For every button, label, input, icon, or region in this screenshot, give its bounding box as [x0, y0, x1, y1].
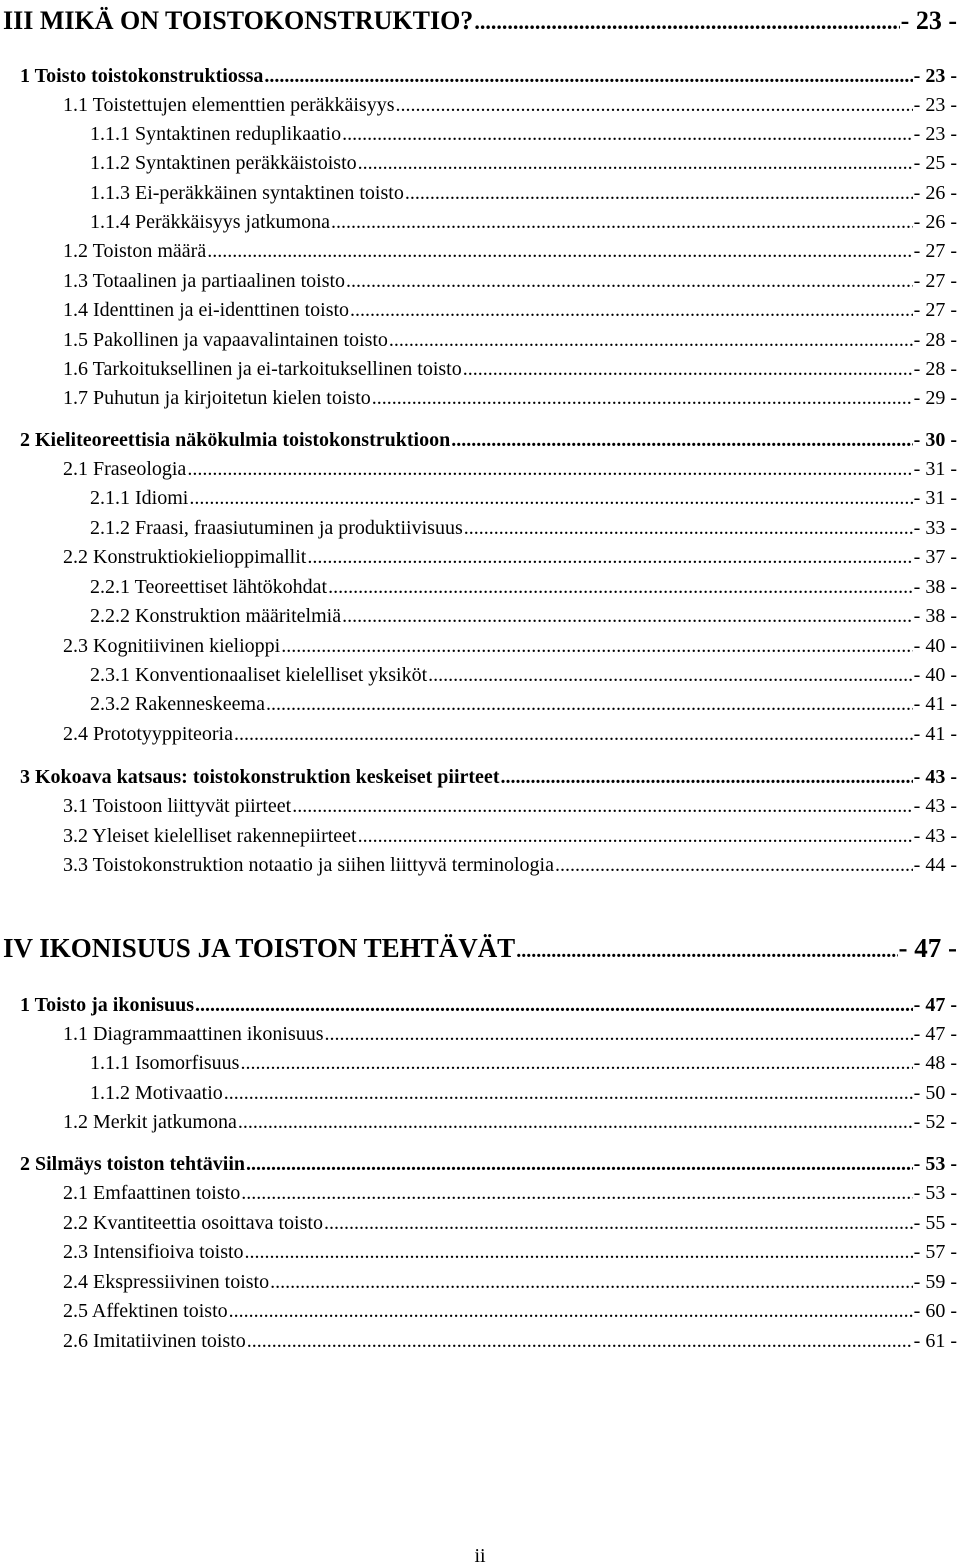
toc-leader-dots [234, 722, 913, 746]
toc-entry-title: IV IKONISUUS JA TOISTON TEHTÄVÄT [3, 933, 516, 963]
toc-entry[interactable] [63, 824, 957, 848]
toc-leader-dots [516, 936, 897, 966]
toc-entry[interactable] [20, 765, 957, 789]
toc-entry[interactable] [90, 486, 957, 510]
toc-leader-dots [245, 1240, 913, 1264]
toc-leader-dots [395, 93, 912, 117]
toc-entry-title: 2.3.1 Konventionaaliset kielelliset yksiköt [90, 664, 428, 686]
page-number: ii [474, 1545, 486, 1567]
toc-leader-dots [247, 1329, 913, 1353]
toc-entry[interactable] [63, 386, 957, 410]
toc-entry[interactable] [90, 575, 957, 599]
toc-entry[interactable] [63, 93, 957, 117]
toc-entry-page: - 55 - [913, 1212, 957, 1234]
toc-entry-page: - 40 - [913, 635, 957, 657]
toc-entry-page: - 23 - [900, 6, 957, 35]
toc-entry-page: - 37 - [913, 546, 957, 568]
toc-entry-title: 1.1.3 Ei-peräkkäinen syntaktinen toisto [90, 182, 404, 204]
toc-entry-title: 3.3 Toistokonstruktion notaatio ja siihen liittyvä terminologia [63, 854, 554, 876]
toc-entry[interactable] [63, 722, 957, 746]
toc-leader-dots [224, 1081, 913, 1105]
toc-entry-title: 3 Kokoava katsaus: toistokonstruktion keskeiset piirteet [20, 766, 500, 788]
toc-entry[interactable] [20, 64, 957, 88]
toc-entry[interactable] [63, 1110, 957, 1134]
toc-entry-title: 2 Kieliteoreettisia näkökulmia toistokonstruktioon [20, 429, 451, 451]
toc-entry-page: - 23 - [913, 123, 957, 145]
toc-entry[interactable] [3, 6, 957, 37]
toc-leader-dots [307, 545, 912, 569]
toc-leader-dots [281, 634, 912, 658]
toc-entry[interactable] [63, 239, 957, 263]
toc-leader-dots [342, 122, 913, 146]
toc-entry[interactable] [90, 604, 957, 628]
toc-entry[interactable] [63, 1240, 957, 1264]
toc-entry-page: - 60 - [913, 1300, 957, 1322]
toc-leader-dots [189, 486, 912, 510]
toc-entry[interactable] [63, 1022, 957, 1046]
toc-entry[interactable] [90, 122, 957, 146]
toc-leader-dots [358, 151, 913, 175]
toc-entry[interactable] [63, 269, 957, 293]
toc-entry-title: 2 Silmäys toiston tehtäviin [20, 1153, 246, 1175]
toc-entry-title: 2.1 Emfaattinen toisto [63, 1182, 241, 1204]
toc-entry-page: - 57 - [913, 1241, 957, 1263]
toc-entry[interactable] [63, 545, 957, 569]
toc-entry-page: - 27 - [913, 270, 957, 292]
toc-entry-page: - 48 - [913, 1052, 957, 1074]
toc-leader-dots [346, 269, 913, 293]
toc-leader-dots [342, 604, 913, 628]
toc-entry-page: - 44 - [913, 854, 957, 876]
toc-entry-title: 2.3 Intensifioiva toisto [63, 1241, 244, 1263]
toc-leader-dots [474, 7, 899, 37]
toc-entry-title: 1 Toisto ja ikonisuus [20, 994, 194, 1016]
toc-entry[interactable] [90, 663, 957, 687]
toc-entry-page: - 33 - [913, 517, 957, 539]
toc-entry-page: - 53 - [913, 1153, 957, 1175]
toc-entry-title: 2.2.2 Konstruktion määritelmiä [90, 605, 342, 627]
toc-leader-dots [358, 824, 913, 848]
toc-entry-title: 2.4 Ekspressiivinen toisto [63, 1271, 270, 1293]
toc-entry-title: 1.4 Identtinen ja ei-identtinen toisto [63, 299, 350, 321]
toc-leader-dots [328, 575, 913, 599]
toc-entry-title: 1.1.4 Peräkkäisyys jatkumona [90, 211, 330, 233]
toc-leader-dots [195, 993, 913, 1017]
toc-entry-title: 2.5 Affektinen toisto [63, 1300, 228, 1322]
toc-entry[interactable] [63, 794, 957, 818]
toc-entry-title: III MIKÄ ON TOISTOKONSTRUKTIO? [3, 6, 474, 35]
toc-entry[interactable] [63, 1270, 957, 1294]
toc-entry-page: - 38 - [913, 576, 957, 598]
toc-entry-title: 1.3 Totaalinen ja partiaalinen toisto [63, 270, 346, 292]
toc-entry[interactable] [63, 1181, 957, 1205]
toc-leader-dots [270, 1270, 913, 1294]
toc-leader-dots [292, 794, 912, 818]
toc-entry[interactable] [3, 933, 957, 966]
toc-entry-title: 1 Toisto toistokonstruktiossa [20, 65, 264, 87]
toc-entry-page: - 27 - [913, 299, 957, 321]
toc-entry[interactable] [63, 298, 957, 322]
toc-entry-page: - 28 - [913, 329, 957, 351]
toc-entry-title: 1.1 Toistettujen elementtien peräkkäisyys [63, 94, 395, 116]
toc-leader-dots [324, 1211, 913, 1235]
toc-entry-page: - 23 - [913, 94, 957, 116]
toc-entry[interactable] [90, 516, 957, 540]
toc-entry-page: - 47 - [913, 994, 957, 1016]
toc-entry-title: 1.1 Diagrammaattinen ikonisuus [63, 1023, 324, 1045]
toc-entry[interactable] [90, 692, 957, 716]
toc-entry[interactable] [90, 151, 957, 175]
toc-entry-title: 1.2 Toiston määrä [63, 240, 207, 262]
toc-entry-title: 1.7 Puhutun ja kirjoitetun kielen toisto [63, 387, 371, 409]
toc-entry-page: - 43 - [913, 795, 957, 817]
toc-entry-page: - 40 - [913, 664, 957, 686]
toc-leader-dots [240, 1051, 912, 1075]
toc-leader-dots [187, 457, 912, 481]
toc-entry-page: - 25 - [913, 152, 957, 174]
toc-entry-title: 1.1.2 Motivaatio [90, 1082, 223, 1104]
toc-entry[interactable] [63, 1299, 957, 1323]
toc-entry-page: - 30 - [913, 429, 957, 451]
toc-leader-dots [331, 210, 913, 234]
toc-entry[interactable] [90, 210, 957, 234]
toc-entry[interactable] [63, 357, 957, 381]
toc-entry[interactable] [90, 181, 957, 205]
toc-entry-page: - 26 - [913, 182, 957, 204]
toc-leader-dots [207, 239, 912, 263]
toc-entry[interactable] [63, 853, 957, 877]
toc-entry-title: 2.3 Kognitiivinen kielioppi [63, 635, 281, 657]
toc-entry-page: - 61 - [913, 1330, 957, 1352]
toc-entry[interactable] [63, 457, 957, 481]
toc-entry-title: 2.6 Imitatiivinen toisto [63, 1330, 246, 1352]
toc-entry-title: 3.1 Toistoon liittyvät piirteet [63, 795, 292, 817]
toc-leader-dots [464, 516, 913, 540]
toc-entry-page: - 53 - [913, 1182, 957, 1204]
toc-entry-page: - 31 - [913, 458, 957, 480]
toc-leader-dots [405, 181, 913, 205]
toc-entry[interactable] [63, 1211, 957, 1235]
toc-entry-page: - 28 - [913, 358, 957, 380]
toc-leader-dots [350, 298, 913, 322]
toc-entry-title: 1.2 Merkit jatkumona [63, 1111, 237, 1133]
toc-leader-dots [229, 1299, 913, 1323]
toc-leader-dots [500, 765, 912, 789]
toc-entry-title: 2.1.2 Fraasi, fraasiutuminen ja produktiivisuus [90, 517, 463, 539]
toc-entry-title: 2.2 Kvantiteettia osoittava toisto [63, 1212, 323, 1234]
toc-entry[interactable] [20, 428, 957, 452]
toc-leader-dots [451, 428, 912, 452]
toc-entry-title: 1.5 Pakollinen ja vapaavalintainen toisto [63, 329, 388, 351]
toc-leader-dots [238, 1110, 913, 1134]
toc-entry-page: - 41 - [913, 723, 957, 745]
toc-entry-page: - 43 - [913, 825, 957, 847]
toc-entry-page: - 50 - [913, 1082, 957, 1104]
toc-entry-page: - 41 - [913, 693, 957, 715]
toc-entry-title: 3.2 Yleiset kielelliset rakennepiirteet [63, 825, 357, 847]
toc-entry-page: - 27 - [913, 240, 957, 262]
toc-entry-title: 1.1.1 Isomorfisuus [90, 1052, 240, 1074]
toc-entry-page: - 29 - [913, 387, 957, 409]
toc-entry-page: - 26 - [913, 211, 957, 233]
toc-entry[interactable] [63, 328, 957, 352]
toc-entry-title: 1.6 Tarkoituksellinen ja ei-tarkoituksellinen toisto [63, 358, 462, 380]
toc-leader-dots [463, 357, 913, 381]
toc-leader-dots [555, 853, 913, 877]
toc-entry-page: - 52 - [913, 1111, 957, 1133]
toc-entry-title: 2.3.2 Rakenneskeema [90, 693, 265, 715]
toc-entry[interactable] [90, 1081, 957, 1105]
toc-entry-title: 2.4 Prototyyppiteoria [63, 723, 233, 745]
toc-entry-title: 2.1.1 Idiomi [90, 487, 189, 509]
toc-leader-dots [264, 64, 912, 88]
toc-entry-title: 2.2.1 Teoreettiset lähtökohdat [90, 576, 328, 598]
toc-entry-title: 2.2 Konstruktiokielioppimallit [63, 546, 307, 568]
toc-entry-title: 1.1.2 Syntaktinen peräkkäistoisto [90, 152, 357, 174]
toc-leader-dots [325, 1022, 913, 1046]
toc-entry-title: 2.1 Fraseologia [63, 458, 187, 480]
toc-leader-dots [428, 663, 913, 687]
toc-entry[interactable] [90, 1051, 957, 1075]
toc-leader-dots [241, 1181, 912, 1205]
toc-entry-page: - 47 - [898, 933, 957, 963]
toc-entry[interactable] [63, 1329, 957, 1353]
toc-entry-page: - 43 - [913, 766, 957, 788]
toc-entry[interactable] [63, 634, 957, 658]
toc-entry[interactable] [20, 993, 957, 1017]
toc-entry-title: 1.1.1 Syntaktinen reduplikaatio [90, 123, 342, 145]
toc-leader-dots [246, 1152, 913, 1176]
toc-leader-dots [389, 328, 913, 352]
toc-entry[interactable] [20, 1152, 957, 1176]
toc-leader-dots [266, 692, 913, 716]
toc-entry-page: - 38 - [913, 605, 957, 627]
toc-leader-dots [372, 386, 913, 410]
toc-entry-page: - 23 - [913, 65, 957, 87]
toc-entry-page: - 59 - [913, 1271, 957, 1293]
toc-entry-page: - 47 - [913, 1023, 957, 1045]
toc-entry-page: - 31 - [913, 487, 957, 509]
